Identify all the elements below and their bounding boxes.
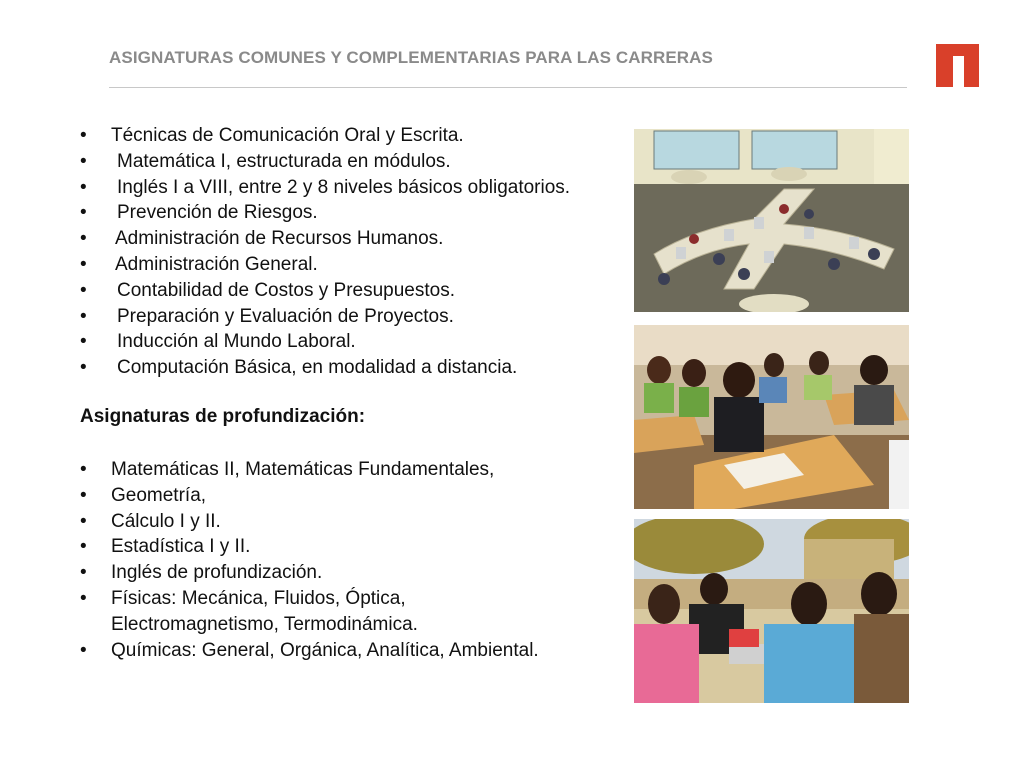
bullet: • — [80, 562, 87, 584]
list-item-text: Computación Básica, en modalidad a distancia. — [117, 357, 518, 379]
computer-lab-photo — [634, 129, 909, 312]
list-item — [80, 355, 570, 381]
list-item — [80, 483, 539, 509]
bullet: • — [80, 639, 87, 661]
outdoor-students-photo — [634, 519, 909, 703]
bullet: • — [80, 587, 87, 609]
bullet: • — [80, 125, 87, 146]
title-divider — [109, 87, 907, 88]
list-item-text: Preparación y Evaluación de Proyectos. — [117, 305, 454, 327]
common-subjects-list — [80, 123, 570, 381]
list-item-text: Estadística I y II. — [111, 536, 251, 558]
list-item-text: Cálculo I y II. — [111, 510, 221, 532]
list-item — [80, 457, 539, 483]
list-item-text: Técnicas de Comunicación Oral y Escrita. — [111, 125, 464, 146]
list-item-text: Matemáticas II, Matemáticas Fundamentales, — [111, 459, 495, 480]
list-item-text: Geometría, — [111, 484, 207, 506]
list-item-text: Químicas: General, Orgánica, Analítica, Ambiental. — [111, 639, 539, 661]
bullet: • — [80, 331, 87, 353]
list-item — [80, 304, 570, 330]
bullet: • — [80, 279, 87, 301]
list-item-text: Inglés de profundización. — [111, 562, 323, 584]
bullet: • — [80, 150, 87, 172]
list-item-text: Administración de Recursos Humanos. — [115, 228, 444, 250]
list-item — [80, 560, 539, 586]
deepening-heading: Asignaturas de profundización: — [80, 406, 366, 427]
list-item — [80, 329, 570, 355]
deepening-subjects-list — [80, 457, 539, 663]
list-item — [80, 638, 539, 664]
bullet: • — [80, 253, 87, 275]
bullet: • — [80, 305, 87, 327]
list-item — [80, 278, 570, 304]
list-item — [80, 226, 570, 252]
slide-title: ASIGNATURAS COMUNES Y COMPLEMENTARIAS PARA LAS CARRERAS — [109, 48, 713, 67]
bullet: • — [80, 484, 87, 506]
list-item-text: Contabilidad de Costos y Presupuestos. — [117, 279, 455, 301]
list-item — [80, 175, 570, 201]
bullet: • — [80, 202, 87, 224]
list-item — [80, 200, 570, 226]
list-item — [80, 534, 539, 560]
bullet: • — [80, 357, 87, 379]
list-item — [80, 252, 570, 278]
list-item-text: Inglés I a VIII, entre 2 y 8 niveles básicos obligatorios. — [117, 176, 571, 198]
list-item — [80, 149, 570, 175]
list-item-text: Inducción al Mundo Laboral. — [117, 331, 356, 353]
bullet: • — [80, 510, 87, 532]
institution-logo-icon — [936, 44, 979, 87]
bullet: • — [80, 536, 87, 558]
list-item-text: Matemática I, estructurada en módulos. — [117, 150, 451, 172]
bullet: • — [80, 176, 87, 198]
list-item-text: Físicas: Mecánica, Fluidos, Óptica, Electromagnetismo, Termodinámica. — [111, 587, 418, 635]
bullet: • — [80, 228, 87, 250]
list-item — [80, 586, 539, 638]
classroom-students-photo — [634, 325, 909, 509]
list-item — [80, 123, 570, 149]
list-item-text: Prevención de Riesgos. — [117, 202, 318, 224]
list-item-text: Administración General. — [115, 253, 318, 275]
bullet: • — [80, 459, 87, 480]
list-item — [80, 509, 539, 535]
